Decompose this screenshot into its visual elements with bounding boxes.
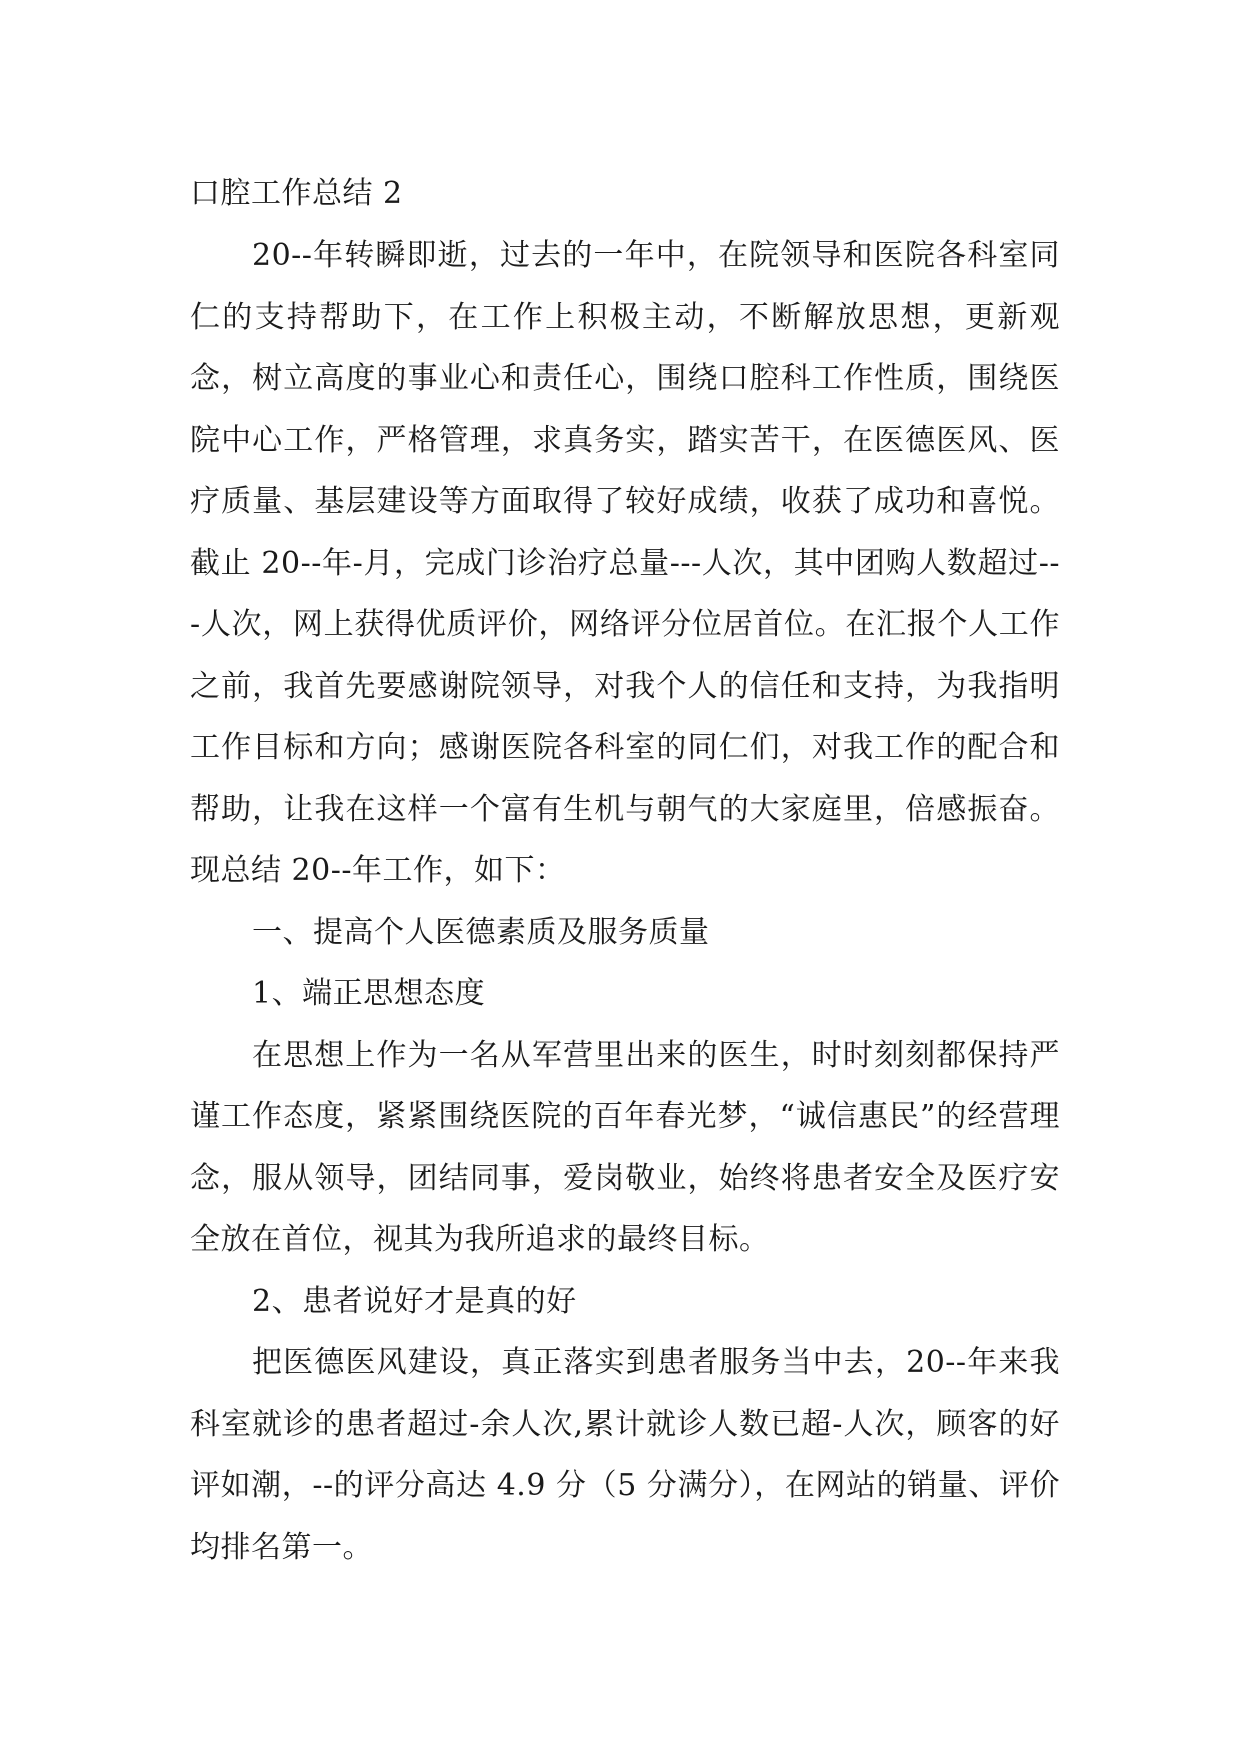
item-2-paragraph: 把医德医风建设，真正落实到患者服务当中去，20--年来我科室就诊的患者超过-余人次,累计就诊人数已超-人次，顾客的好评如潮，--的评分高达 4.9 分（5 分满分），在网站的销量、评价均排名第一。 xyxy=(190,1345,1060,1565)
item-1-heading: 1、端正思想态度 xyxy=(252,976,486,1011)
document-title: 口腔工作总结 2 xyxy=(190,176,403,211)
item-2-heading: 2、患者说好才是真的好 xyxy=(252,1283,577,1319)
intro-paragraph: 20--年转瞬即逝，过去的一年中，在院领导和医院各科室同仁的支持帮助下，在工作上积极主动，不断解放思想，更新观念，树立高度的事业心和责任心，围绕口腔科工作性质，围绕医院中心工作，严格管理，求真务实，踏实苦干，在医德医风、医疗质量、基层建设等方面取得了较好成绩，收获了成功和喜悦。截止 20--年-月，完成门诊治疗总量---人次，其中团购人数超过---人次，网上获得优质评价，网络评分位居首位。在汇报个人工作之前，我首先要感谢院领导，对我个人的信任和支持，为我指明工作目标和方向；感谢医院各科室的同仁们，对我工作的配合和帮助，让我在这样一个富有生机与朝气的大家庭里，倍感振奋。现总结 20--年工作，如下： xyxy=(190,238,1060,888)
section-1-heading: 一、提高个人医德素质及服务质量 xyxy=(252,914,710,950)
document-body xyxy=(190,163,1060,1578)
item-1-paragraph: 在思想上作为一名从军营里出来的医生，时时刻刻都保持严谨工作态度，紧紧围绕医院的百年春光梦，“诚信惠民”的经营理念，服从领导，团结同事，爱岗敬业，始终将患者安全及医疗安全放在首位，视其为我所追求的最终目标。 xyxy=(190,1037,1060,1257)
